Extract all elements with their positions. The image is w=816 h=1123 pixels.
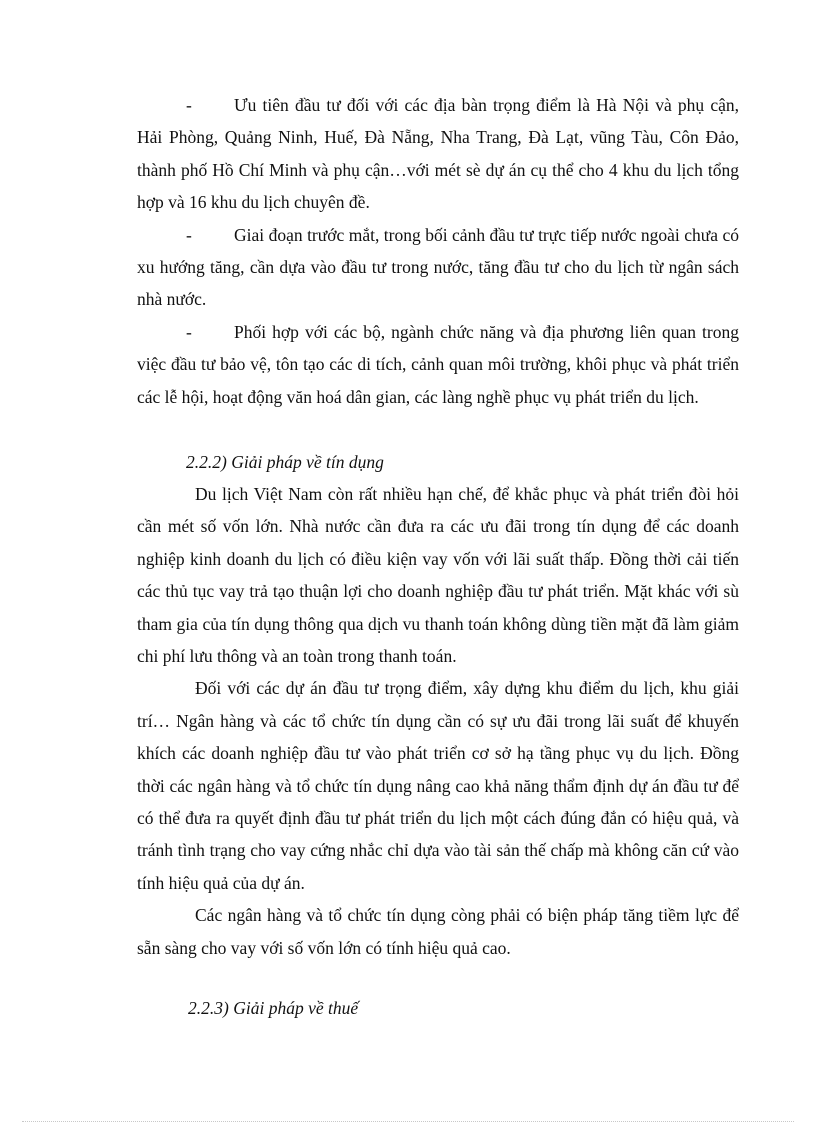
bullet-item <box>137 316 739 413</box>
bullet-marker: - <box>186 224 192 245</box>
credit-section-body <box>137 478 739 964</box>
bullet-list <box>137 89 739 413</box>
section-heading-tax: 2.2.3) Giải pháp về thuế <box>188 998 359 1018</box>
page-bottom-rule <box>22 1121 794 1122</box>
bullet-marker: - <box>186 321 192 342</box>
bullet-text: Giai đoạn trước mắt, trong bối cảnh đầu tư trực tiếp nước ngoài chưa có xu hướng tăng, cần dựa vào đầu tư trong nước, tăng đầu tư cho du lịch từ ngân sách nhà nước. <box>137 224 739 310</box>
paragraph: Du lịch Việt Nam còn rất nhiều hạn chế, để khắc phục và phát triển đòi hỏi cần mét số vốn lớn. Nhà nước cần đưa ra các ưu đãi trong tín dụng để các doanh nghiệp kinh doanh du lịch có điều kiện vay vốn với lãi suất thấp. Đồng thời cải tiến các thủ tục vay trả tạo thuận lợi cho doanh nghiệp đầu tư phát triển. Mặt khác với sù tham gia của tín dụng thông qua dịch vu thanh toán không dùng tiền mặt đã làm giảm chi phí lưu thông và an toàn trong thanh toán. <box>137 484 739 667</box>
paragraph: Đối với các dự án đầu tư trọng điểm, xây dựng khu điểm du lịch, khu giải trí… Ngân hàng và các tổ chức tín dụng cần có sự ưu đãi trong lãi suất để khuyến khích các doanh nghiệp đầu tư vào phát triển cơ sở hạ tầng phục vụ du lịch. Đồng thời các ngân hàng và tổ chức tín dụng nâng cao khả năng thẩm định dự án đầu tư để có thể đưa ra quyết định đầu tư phát triển du lịch một cách đúng đắn có hiệu quả, và tránh tình trạng cho vay cứng nhắc chỉ dựa vào tài sản thế chấp mà không căn cứ vào tính hiệu quả của dự án. <box>137 678 739 893</box>
paragraph: Các ngân hàng và tổ chức tín dụng còng phải có biện pháp tăng tiềm lực để sẵn sàng cho vay với số vốn lớn có tính hiệu quả cao. <box>137 905 739 958</box>
bullet-marker: - <box>186 95 192 115</box>
section-heading-credit: 2.2.2) Giải pháp về tín dụng <box>186 452 384 472</box>
bullet-item <box>137 89 739 219</box>
bullet-text: Phối hợp với các bộ, ngành chức năng và địa phương liên quan trong việc đầu tư bảo vệ, tôn tạo các di tích, cảnh quan môi trường, khôi phục và phát triển các lễ hội, hoạt động văn hoá dân gian, các làng nghề phục vụ phát triển du lịch. <box>137 321 739 407</box>
bullet-item <box>137 219 739 316</box>
bullet-text: Ưu tiên đầu tư đối với các địa bàn trọng điểm là Hà Nội và phụ cận, Hải Phòng, Quảng Ninh, Huế, Đà Nẵng, Nha Trang, Đà Lạt, vũng Tàu, Côn Đảo, thành phố Hồ Chí Minh và phụ cận…với mét sè dự án cụ thể cho 4 khu du lịch tổng hợp và 16 khu du lịch chuyên đề. <box>137 95 739 213</box>
